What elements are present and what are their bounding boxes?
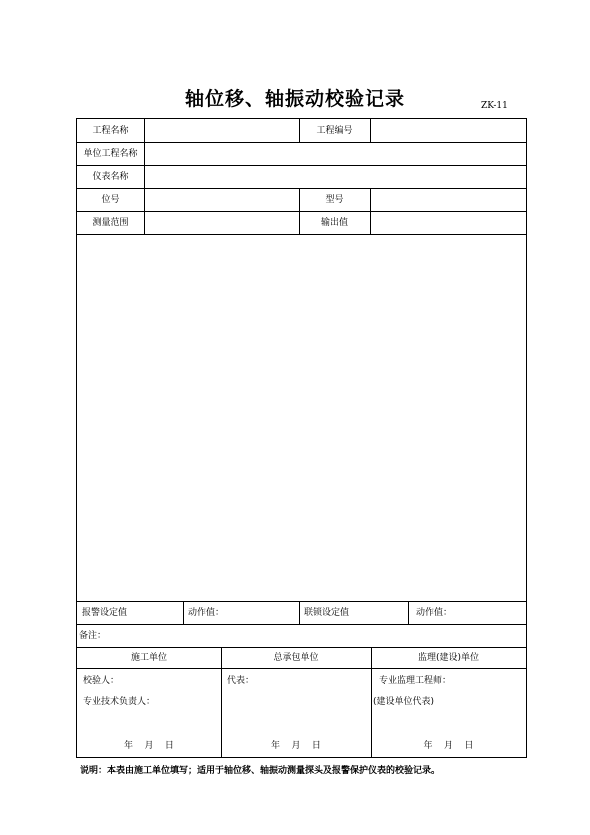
- construction-unit-header: 施工单位: [130, 653, 167, 663]
- row-divider: [77, 647, 526, 648]
- interlock-setting-label: 联锁设定值: [304, 608, 350, 618]
- col-divider: [183, 601, 184, 624]
- col-divider: [299, 601, 300, 624]
- tech-lead-label: 专业技术负责人：: [83, 697, 156, 707]
- page-title: 轴位移、轴振动校验记录: [184, 88, 405, 110]
- alarm-setting-label: 报警设定值: [82, 608, 128, 618]
- representative-label: 代表：: [227, 676, 255, 686]
- position-no-label: 位号: [101, 195, 120, 205]
- date-supervision: 年 月 日: [423, 741, 474, 751]
- remarks-label: 备注：: [79, 631, 107, 641]
- action-value-label: 动作值：: [416, 608, 453, 618]
- general-contractor-header: 总承包单位: [273, 653, 319, 663]
- model-label: 型号: [325, 195, 344, 205]
- owner-rep-label: (建设单位代表): [373, 697, 435, 707]
- measure-range-label: 测量范围: [92, 218, 129, 228]
- project-no-label: 工程编号: [316, 126, 353, 136]
- row-divider: [77, 601, 526, 602]
- calibrator-label: 校验人：: [83, 676, 120, 686]
- unit-project-label: 单位工程名称: [83, 149, 138, 159]
- date-contractor: 年 月 日: [271, 741, 321, 751]
- col-divider: [370, 188, 371, 234]
- footer-note: 说明：本表由施工单位填写；适用于轴位移、轴振动测量探头及报警保护仪表的校验记录。: [80, 766, 441, 776]
- output-value-label: 输出值: [320, 218, 348, 228]
- form-code: ZK-11: [481, 101, 508, 111]
- project-name-label: 工程名称: [92, 126, 129, 136]
- record-table: [76, 118, 527, 758]
- date-construction: 年 月 日: [124, 741, 174, 751]
- col-divider: [370, 119, 371, 142]
- row-divider: [77, 234, 526, 235]
- row-divider: [77, 624, 526, 625]
- col-divider: [408, 601, 409, 624]
- action-value-label: 动作值：: [188, 608, 225, 618]
- supervisor-label: 专业监理工程师：: [379, 676, 452, 686]
- row-divider: [77, 668, 526, 669]
- instrument-name-label: 仪表名称: [92, 172, 129, 182]
- supervision-unit-header: 监理(建设)单位: [417, 653, 480, 663]
- col-divider: [144, 119, 145, 234]
